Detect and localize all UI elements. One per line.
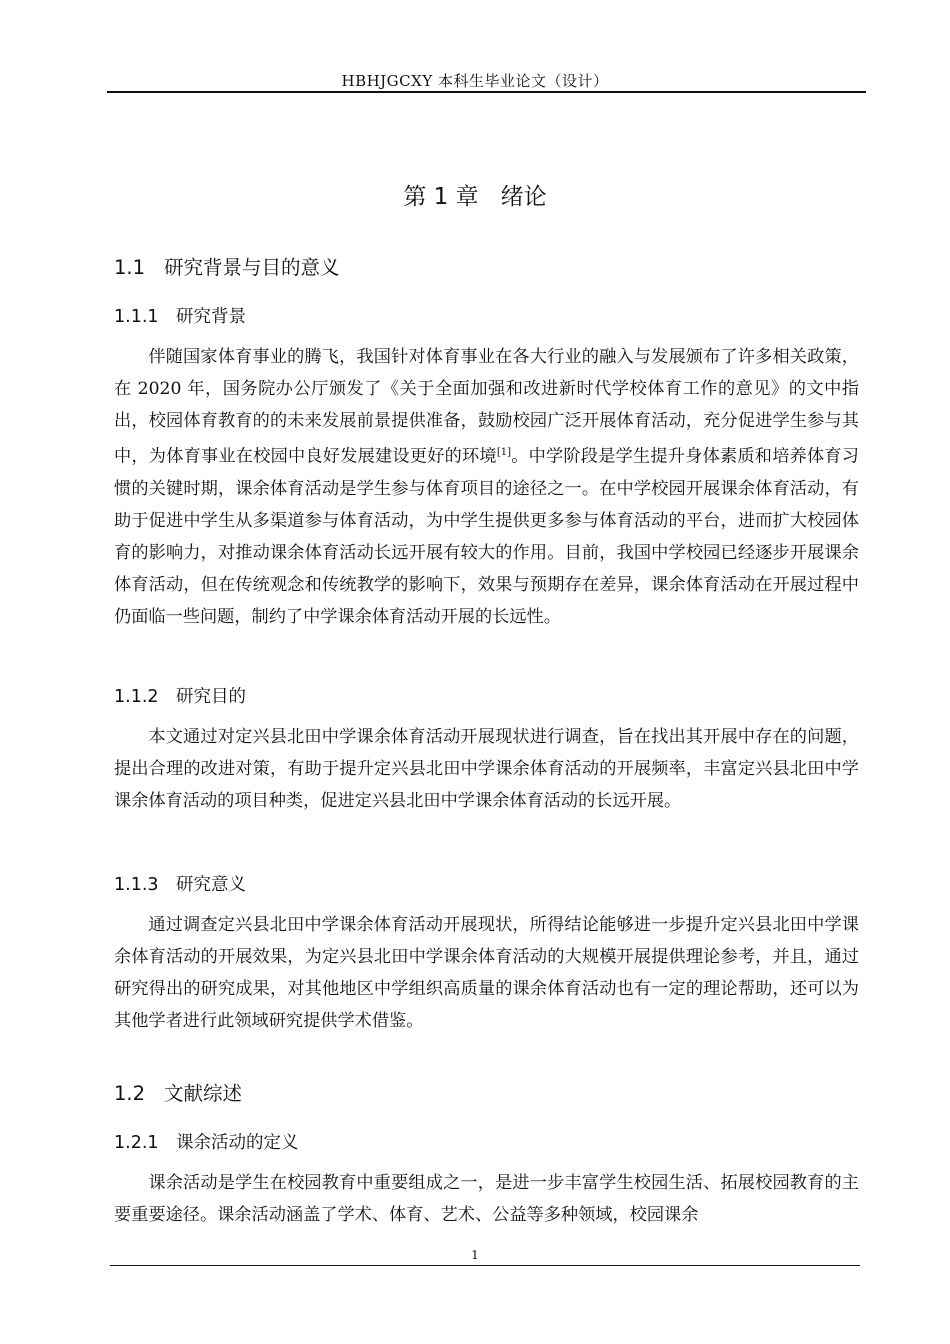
- subsection-number: 1.1.3: [114, 875, 159, 895]
- subsection-title: 研究目的: [176, 687, 246, 707]
- section-title: 文献综述: [164, 1082, 243, 1105]
- subsection-title: 研究背景: [176, 307, 246, 327]
- paragraph-research-background: 伴随国家体育事业的腾飞，我国针对体育事业在各大行业的融入与发展颁布了许多相关政策，在 2020 年，国务院办公厅颁发了《关于全面加强和改进新时代学校体育工作的意见》的文中指出，校园体育教育的的未来发展前景提供准备，鼓励校园广泛开展体育活动，充分促进学生参与其中，为体育事业在校园中良好发展建设更好的环境[1]。中学阶段是学生提升身体素质和培养体育习惯的关键时期，课余体育活动是学生参与体育项目的途径之一。在中学校园开展课余体育活动，有助于促进中学生从多渠道参与体育活动，为中学生提供更多参与体育活动的平台，进而扩大校园体育的影响力，对推动课余体育活动长远开展有较大的作用。目前，我国中学校园已经逐步开展课余体育活动，但在传统观念和传统教学的影响下，效果与预期存在差异，课余体育活动在开展过程中仍面临一些问题，制约了中学课余体育活动开展的长远性。: [114, 347, 859, 627]
- subsection-number: 1.1.2: [114, 687, 159, 707]
- section-title: 研究背景与目的意义: [164, 256, 340, 279]
- subsection-number: 1.2.1: [114, 1133, 159, 1153]
- footer-rule: [110, 1265, 860, 1266]
- paragraph-extracurricular-definition: 课余活动是学生在校园教育中重要组成之一，是进一步丰富学生校园生活、拓展校园教育的主要重要途径。课余活动涵盖了学术、体育、艺术、公益等多种领域，校园课余: [114, 1173, 859, 1225]
- citation-1: [1]: [496, 447, 511, 458]
- page-number: 1: [471, 1248, 479, 1262]
- subsection-heading-1-1-3: [114, 871, 246, 896]
- chapter-title: [0, 178, 950, 211]
- chapter-number: 第 1 章: [403, 184, 479, 210]
- section-heading-1-2: [114, 1078, 242, 1106]
- header-rule: [107, 91, 866, 93]
- paragraph-research-significance: 通过调查定兴县北田中学课余体育活动开展现状，所得结论能够进一步提升定兴县北田中学课余体育活动的开展效果，为定兴县北田中学课余体育活动的大规模开展提供理论参考，并且，通过研究得出的研究成果，对其他地区中学组织高质量的课余体育活动也有一定的理论帮助，还可以为其他学者进行此领域研究提供学术借鉴。: [114, 915, 859, 1031]
- subsection-heading-1-1-2: [114, 683, 246, 708]
- section-number: 1.1: [114, 256, 146, 279]
- running-header: HBHJGCXY 本科生毕业论文（设计）: [341, 72, 609, 90]
- section-heading-1-1: [114, 252, 340, 280]
- subsection-heading-1-2-1: [114, 1129, 299, 1154]
- subsection-title: 研究意义: [176, 875, 246, 895]
- section-number: 1.2: [114, 1082, 146, 1105]
- subsection-heading-1-1-1: [114, 303, 246, 328]
- subsection-title: 课余活动的定义: [176, 1133, 299, 1153]
- chapter-name: 绪论: [500, 184, 547, 210]
- subsection-number: 1.1.1: [114, 307, 159, 327]
- paragraph-research-purpose: 本文通过对定兴县北田中学课余体育活动开展现状进行调查，旨在找出其开展中存在的问题，提出合理的改进对策，有助于提升定兴县北田中学课余体育活动的开展频率，丰富定兴县北田中学课余体育活动的项目种类，促进定兴县北田中学课余体育活动的长远开展。: [114, 727, 859, 811]
